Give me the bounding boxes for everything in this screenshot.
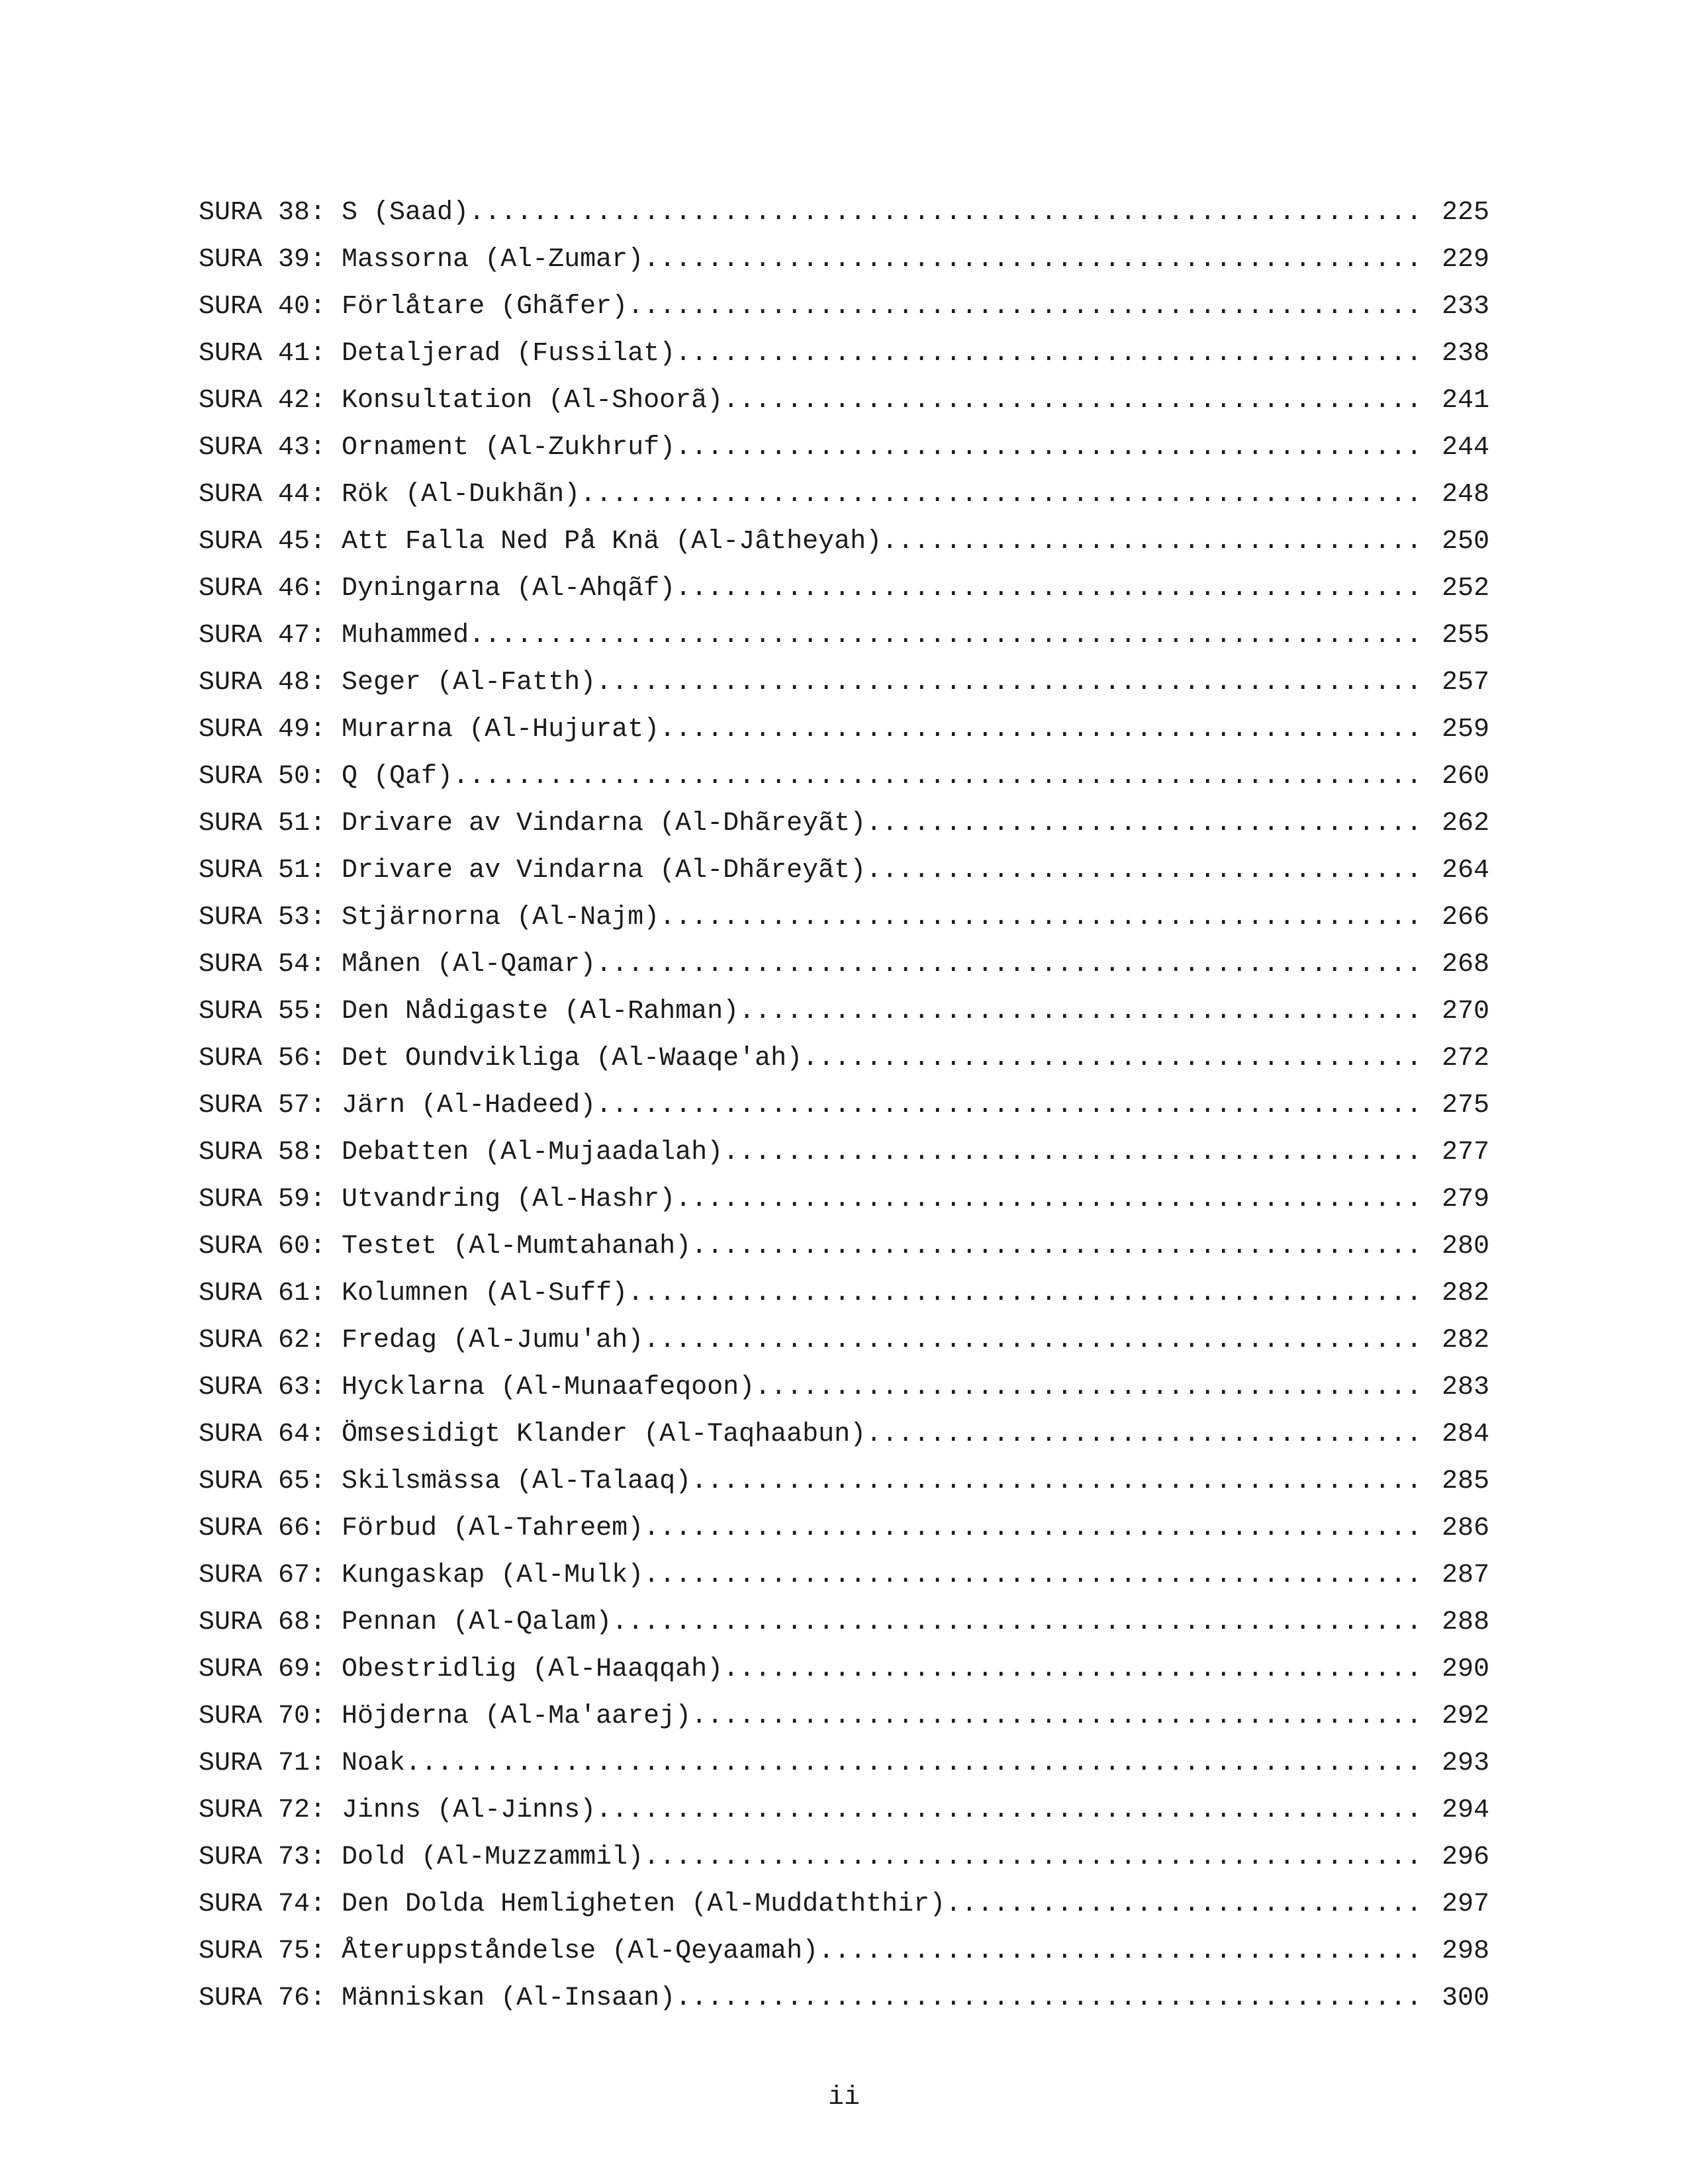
toc-entry-page-number: 282 <box>1441 1326 1489 1355</box>
toc-entry <box>199 330 1489 377</box>
toc-entry-title: SURA 60: Testet (Al-Mumtahanah) <box>199 1232 692 1261</box>
dot-leader <box>643 1505 1426 1552</box>
toc-entry-page-number: 288 <box>1441 1608 1489 1637</box>
toc-entry-page-number: 290 <box>1441 1655 1489 1684</box>
toc-entry-page-number: 259 <box>1441 715 1489 745</box>
toc-entry <box>199 1035 1489 1082</box>
toc-entry <box>199 1834 1489 1881</box>
toc-entry-page-number: 252 <box>1441 574 1489 604</box>
toc-entry <box>199 1552 1489 1599</box>
toc-entry-page-number: 282 <box>1441 1279 1489 1308</box>
dot-leader <box>469 612 1426 659</box>
toc-entry <box>199 518 1489 565</box>
dot-leader <box>643 1552 1426 1599</box>
toc-entry-page-number: 244 <box>1441 433 1489 463</box>
dot-leader <box>628 283 1426 330</box>
toc-entry <box>199 612 1489 659</box>
dot-leader <box>691 1458 1426 1505</box>
toc-entry-page-number: 296 <box>1441 1843 1489 1872</box>
toc-entry <box>199 1270 1489 1317</box>
toc-entry <box>199 1223 1489 1270</box>
toc-entry-page-number: 300 <box>1441 1983 1489 2013</box>
toc-entry-title: SURA 38: S (Saad) <box>199 198 469 228</box>
toc-entry-page-number: 255 <box>1441 621 1489 651</box>
dot-leader <box>659 894 1426 941</box>
dot-leader <box>802 1035 1426 1082</box>
toc-entry <box>199 236 1489 283</box>
toc-entry-title: SURA 73: Dold (Al-Muzzammil) <box>199 1843 644 1872</box>
toc-entry-title: SURA 43: Ornament (Al-Zukhruf) <box>199 433 676 463</box>
toc-entry <box>199 753 1489 800</box>
dot-leader <box>818 1928 1426 1975</box>
toc-entry-title: SURA 51: Drivare av Vindarna (Al-Dhãreyãt) <box>199 809 867 839</box>
toc-entry <box>199 1881 1489 1928</box>
toc-entry-title: SURA 42: Konsultation (Al-Shoorã) <box>199 386 724 416</box>
dot-leader <box>882 518 1426 565</box>
toc-entry-page-number: 298 <box>1441 1936 1489 1966</box>
toc-entry-title: SURA 59: Utvandring (Al-Hashr) <box>199 1185 676 1214</box>
toc-entry-page-number: 262 <box>1441 809 1489 839</box>
toc-entry <box>199 1646 1489 1693</box>
dot-leader <box>723 1646 1426 1693</box>
dot-leader <box>612 1599 1426 1646</box>
toc-entry-title: SURA 45: Att Falla Ned På Knä (Al-Jâtheyah) <box>199 527 882 557</box>
toc-entry <box>199 1411 1489 1458</box>
toc-entry-title: SURA 65: Skilsmässa (Al-Talaaq) <box>199 1467 692 1496</box>
toc-entry-title: SURA 74: Den Dolda Hemligheten (Al-Muddaththir) <box>199 1889 946 1919</box>
toc-entry-title: SURA 75: Återuppståndelse (Al-Qeyaamah) <box>199 1936 819 1966</box>
dot-leader <box>723 377 1426 424</box>
toc-entry-page-number: 266 <box>1441 903 1489 933</box>
toc-entry-page-number: 233 <box>1441 292 1489 322</box>
toc-entry-title: SURA 48: Seger (Al-Fatth) <box>199 668 596 698</box>
toc-entry-title: SURA 70: Höjderna (Al-Ma'aarej) <box>199 1702 692 1731</box>
dot-leader <box>469 189 1426 236</box>
toc-entry-title: SURA 68: Pennan (Al-Qalam) <box>199 1608 612 1637</box>
toc-entry <box>199 1693 1489 1740</box>
toc-entry-title: SURA 51: Drivare av Vindarna (Al-Dhãreyãt) <box>199 856 867 886</box>
toc-entry-title: SURA 39: Massorna (Al-Zumar) <box>199 245 644 275</box>
toc-entry-title: SURA 55: Den Nådigaste (Al-Rahman) <box>199 997 739 1026</box>
dot-leader <box>675 1176 1426 1223</box>
toc-entry <box>199 1317 1489 1364</box>
toc-entry-page-number: 260 <box>1441 762 1489 792</box>
toc-entry-page-number: 297 <box>1441 1889 1489 1919</box>
toc-entry <box>199 1740 1489 1787</box>
toc-entry-page-number: 280 <box>1441 1232 1489 1261</box>
toc-entry-page-number: 268 <box>1441 950 1489 979</box>
toc-entry-title: SURA 53: Stjärnorna (Al-Najm) <box>199 903 660 933</box>
toc-entry <box>199 706 1489 753</box>
toc-entry-page-number: 229 <box>1441 245 1489 275</box>
dot-leader <box>643 1317 1426 1364</box>
toc-entry-page-number: 279 <box>1441 1185 1489 1214</box>
dot-leader <box>691 1693 1426 1740</box>
dot-leader <box>643 236 1426 283</box>
dot-leader <box>866 800 1426 847</box>
toc-entry <box>199 1787 1489 1834</box>
dot-leader <box>723 1129 1426 1176</box>
toc-entry-page-number: 285 <box>1441 1467 1489 1496</box>
toc-entry-page-number: 270 <box>1441 997 1489 1026</box>
toc-entry-page-number: 250 <box>1441 527 1489 557</box>
toc-entry-page-number: 225 <box>1441 198 1489 228</box>
toc-entry-page-number: 284 <box>1441 1420 1489 1449</box>
toc-entry <box>199 1176 1489 1223</box>
toc-entry <box>199 1975 1489 2022</box>
toc-entry-title: SURA 61: Kolumnen (Al-Suff) <box>199 1279 628 1308</box>
toc-entry-title: SURA 56: Det Oundvikliga (Al-Waaqe'ah) <box>199 1044 803 1073</box>
toc-entry <box>199 659 1489 706</box>
toc-entry <box>199 424 1489 471</box>
dot-leader <box>755 1364 1426 1411</box>
toc-entry <box>199 988 1489 1035</box>
table-of-contents <box>199 189 1489 2022</box>
toc-entry-title: SURA 72: Jinns (Al-Jinns) <box>199 1796 596 1825</box>
toc-entry <box>199 189 1489 236</box>
toc-entry-title: SURA 40: Förlåtare (Ghãfer) <box>199 292 628 322</box>
toc-entry <box>199 1082 1489 1129</box>
dot-leader <box>643 1834 1426 1881</box>
toc-entry <box>199 1505 1489 1552</box>
dot-leader <box>405 1740 1426 1787</box>
dot-leader <box>580 471 1426 518</box>
dot-leader <box>596 1787 1426 1834</box>
toc-entry-title: SURA 67: Kungaskap (Al-Mulk) <box>199 1561 644 1590</box>
toc-entry <box>199 283 1489 330</box>
page-number: ii <box>827 2083 860 2113</box>
toc-entry-page-number: 248 <box>1441 480 1489 510</box>
dot-leader <box>866 1411 1426 1458</box>
toc-entry <box>199 471 1489 518</box>
toc-entry <box>199 800 1489 847</box>
toc-entry-page-number: 241 <box>1441 386 1489 416</box>
toc-entry-title: SURA 46: Dyningarna (Al-Ahqãf) <box>199 574 676 604</box>
toc-entry-page-number: 277 <box>1441 1138 1489 1167</box>
toc-entry-page-number: 294 <box>1441 1796 1489 1825</box>
dot-leader <box>739 988 1426 1035</box>
toc-entry <box>199 377 1489 424</box>
toc-entry <box>199 1599 1489 1646</box>
toc-entry-title: SURA 71: Noak <box>199 1749 406 1778</box>
toc-entry-title: SURA 69: Obestridlig (Al-Haaqqah) <box>199 1655 724 1684</box>
toc-entry-title: SURA 50: Q (Qaf) <box>199 762 453 792</box>
toc-entry-title: SURA 47: Muhammed <box>199 621 469 651</box>
toc-entry-page-number: 275 <box>1441 1091 1489 1120</box>
toc-entry-page-number: 293 <box>1441 1749 1489 1778</box>
toc-entry-title: SURA 62: Fredag (Al-Jumu'ah) <box>199 1326 644 1355</box>
toc-entry-page-number: 238 <box>1441 339 1489 369</box>
toc-entry-title: SURA 57: Järn (Al-Hadeed) <box>199 1091 596 1120</box>
toc-entry <box>199 1458 1489 1505</box>
dot-leader <box>675 330 1426 377</box>
toc-entry-title: SURA 58: Debatten (Al-Mujaadalah) <box>199 1138 724 1167</box>
toc-entry <box>199 941 1489 988</box>
toc-entry-page-number: 287 <box>1441 1561 1489 1590</box>
toc-entry <box>199 1129 1489 1176</box>
toc-entry-title: SURA 64: Ömsesidigt Klander (Al-Taqhaabun) <box>199 1420 867 1449</box>
toc-entry-title: SURA 49: Murarna (Al-Hujurat) <box>199 715 660 745</box>
dot-leader <box>596 1082 1426 1129</box>
toc-entry-title: SURA 66: Förbud (Al-Tahreem) <box>199 1514 644 1543</box>
toc-entry-page-number: 292 <box>1441 1702 1489 1731</box>
toc-entry-title: SURA 54: Månen (Al-Qamar) <box>199 950 596 979</box>
toc-entry-page-number: 283 <box>1441 1373 1489 1402</box>
toc-entry <box>199 847 1489 894</box>
toc-entry <box>199 565 1489 612</box>
toc-entry-title: SURA 63: Hycklarna (Al-Munaafeqoon) <box>199 1373 755 1402</box>
dot-leader <box>659 706 1426 753</box>
toc-entry-title: SURA 76: Människan (Al-Insaan) <box>199 1983 676 2013</box>
toc-entry-page-number: 272 <box>1441 1044 1489 1073</box>
dot-leader <box>596 941 1426 988</box>
dot-leader <box>675 1975 1426 2022</box>
dot-leader <box>628 1270 1426 1317</box>
dot-leader <box>453 753 1426 800</box>
dot-leader <box>691 1223 1426 1270</box>
toc-entry <box>199 894 1489 941</box>
toc-entry-page-number: 286 <box>1441 1514 1489 1543</box>
toc-entry-page-number: 257 <box>1441 668 1489 698</box>
dot-leader <box>596 659 1426 706</box>
toc-entry-title: SURA 44: Rök (Al-Dukhãn) <box>199 480 581 510</box>
dot-leader <box>675 565 1426 612</box>
toc-entry <box>199 1364 1489 1411</box>
dot-leader <box>945 1881 1426 1928</box>
dot-leader <box>866 847 1426 894</box>
toc-entry-page-number: 264 <box>1441 856 1489 886</box>
dot-leader <box>675 424 1426 471</box>
toc-entry <box>199 1928 1489 1975</box>
toc-entry-title: SURA 41: Detaljerad (Fussilat) <box>199 339 676 369</box>
